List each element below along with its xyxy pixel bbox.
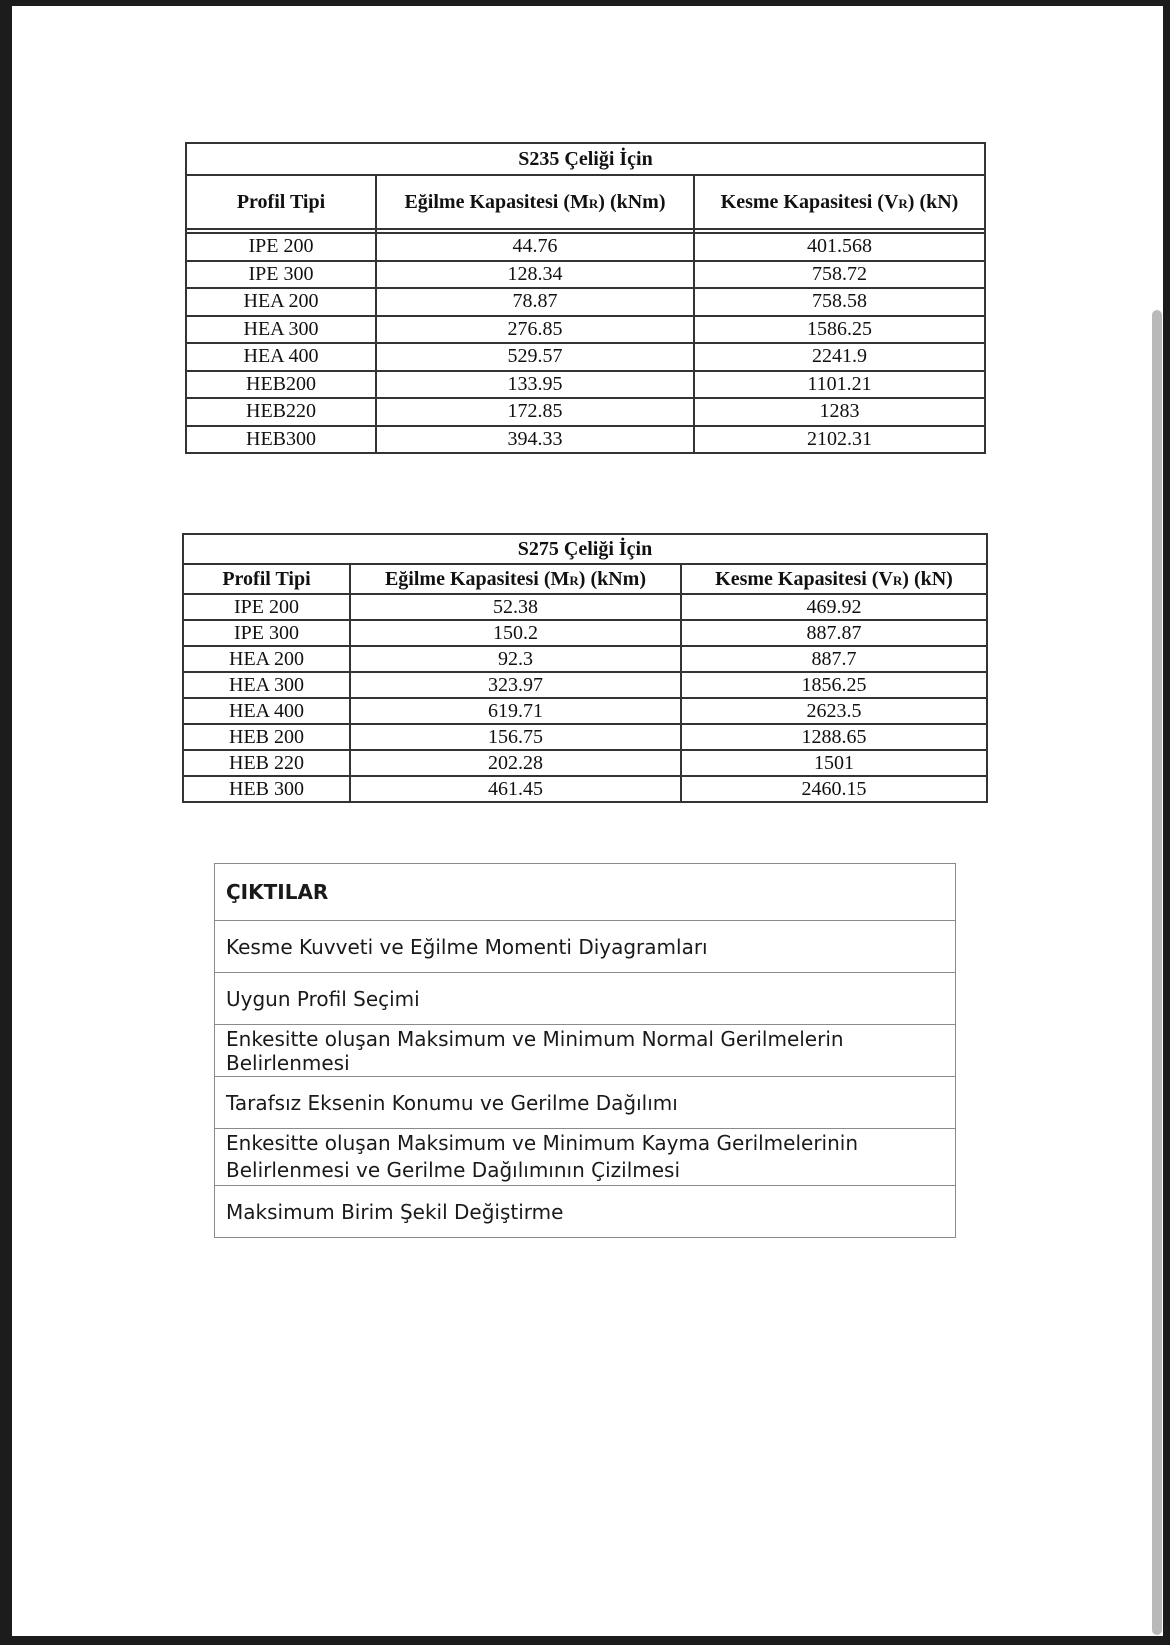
output-item: Enkesitte oluşan Maksimum ve Minimum Normal Gerilmelerin Belirlenmesi <box>215 1025 956 1077</box>
s275-capacity-table <box>182 533 988 803</box>
table-row: HEA 300 276.85 1586.25 <box>186 316 985 344</box>
table-row: HEB 220 202.28 1501 <box>183 750 987 776</box>
output-item <box>215 1129 956 1186</box>
table-row: HEB 300 461.45 2460.15 <box>183 776 987 802</box>
outputs-table <box>214 863 956 1238</box>
table-row: HEA 200 78.87 758.58 <box>186 288 985 316</box>
table-row: HEA 200 92.3 887.7 <box>183 646 987 672</box>
table-row: HEA 300 323.97 1856.25 <box>183 672 987 698</box>
table-row: IPE 300 150.2 887.87 <box>183 620 987 646</box>
table-row: HEB 200 156.75 1288.65 <box>183 724 987 750</box>
table-row: HEB220 172.85 1283 <box>186 398 985 426</box>
table-row: HEB300 394.33 2102.31 <box>186 426 985 454</box>
s235-table-title: S235 Çeliği İçin <box>186 143 985 175</box>
s235-capacity-table <box>185 142 986 454</box>
output-item-line-2: Belirlenmesi ve Gerilme Dağılımının Çizilmesi <box>226 1158 681 1182</box>
output-item: Kesme Kuvveti ve Eğilme Momenti Diyagramları <box>215 921 956 973</box>
table-row: HEA 400 619.71 2623.5 <box>183 698 987 724</box>
s235-col-moment: Eğilme Kapasitesi (MR) (kNm) <box>376 175 694 229</box>
s275-table-title: S275 Çeliği İçin <box>183 534 987 564</box>
vertical-scrollbar[interactable] <box>1152 310 1162 1635</box>
output-item: Uygun Profil Seçimi <box>215 973 956 1025</box>
output-item-line-1: Enkesitte oluşan Maksimum ve Minimum Kayma Gerilmelerinin <box>226 1131 859 1155</box>
outputs-title: ÇIKTILAR <box>215 864 956 921</box>
table-row: HEA 400 529.57 2241.9 <box>186 343 985 371</box>
s235-col-shear: Kesme Kapasitesi (VR) (kN) <box>694 175 985 229</box>
s275-col-moment: Eğilme Kapasitesi (MR) (kNm) <box>350 564 681 594</box>
s275-col-shear: Kesme Kapasitesi (VR) (kN) <box>681 564 987 594</box>
output-item: Tarafsız Eksenin Konumu ve Gerilme Dağılımı <box>215 1077 956 1129</box>
table-row: HEB200 133.95 1101.21 <box>186 371 985 399</box>
s235-col-profile: Profil Tipi <box>186 175 376 229</box>
table-row: IPE 200 44.76 401.568 <box>186 233 985 261</box>
table-row: IPE 200 52.38 469.92 <box>183 594 987 620</box>
table-row: IPE 300 128.34 758.72 <box>186 261 985 289</box>
output-item: Maksimum Birim Şekil Değiştirme <box>215 1186 956 1238</box>
s275-col-profile: Profil Tipi <box>183 564 350 594</box>
